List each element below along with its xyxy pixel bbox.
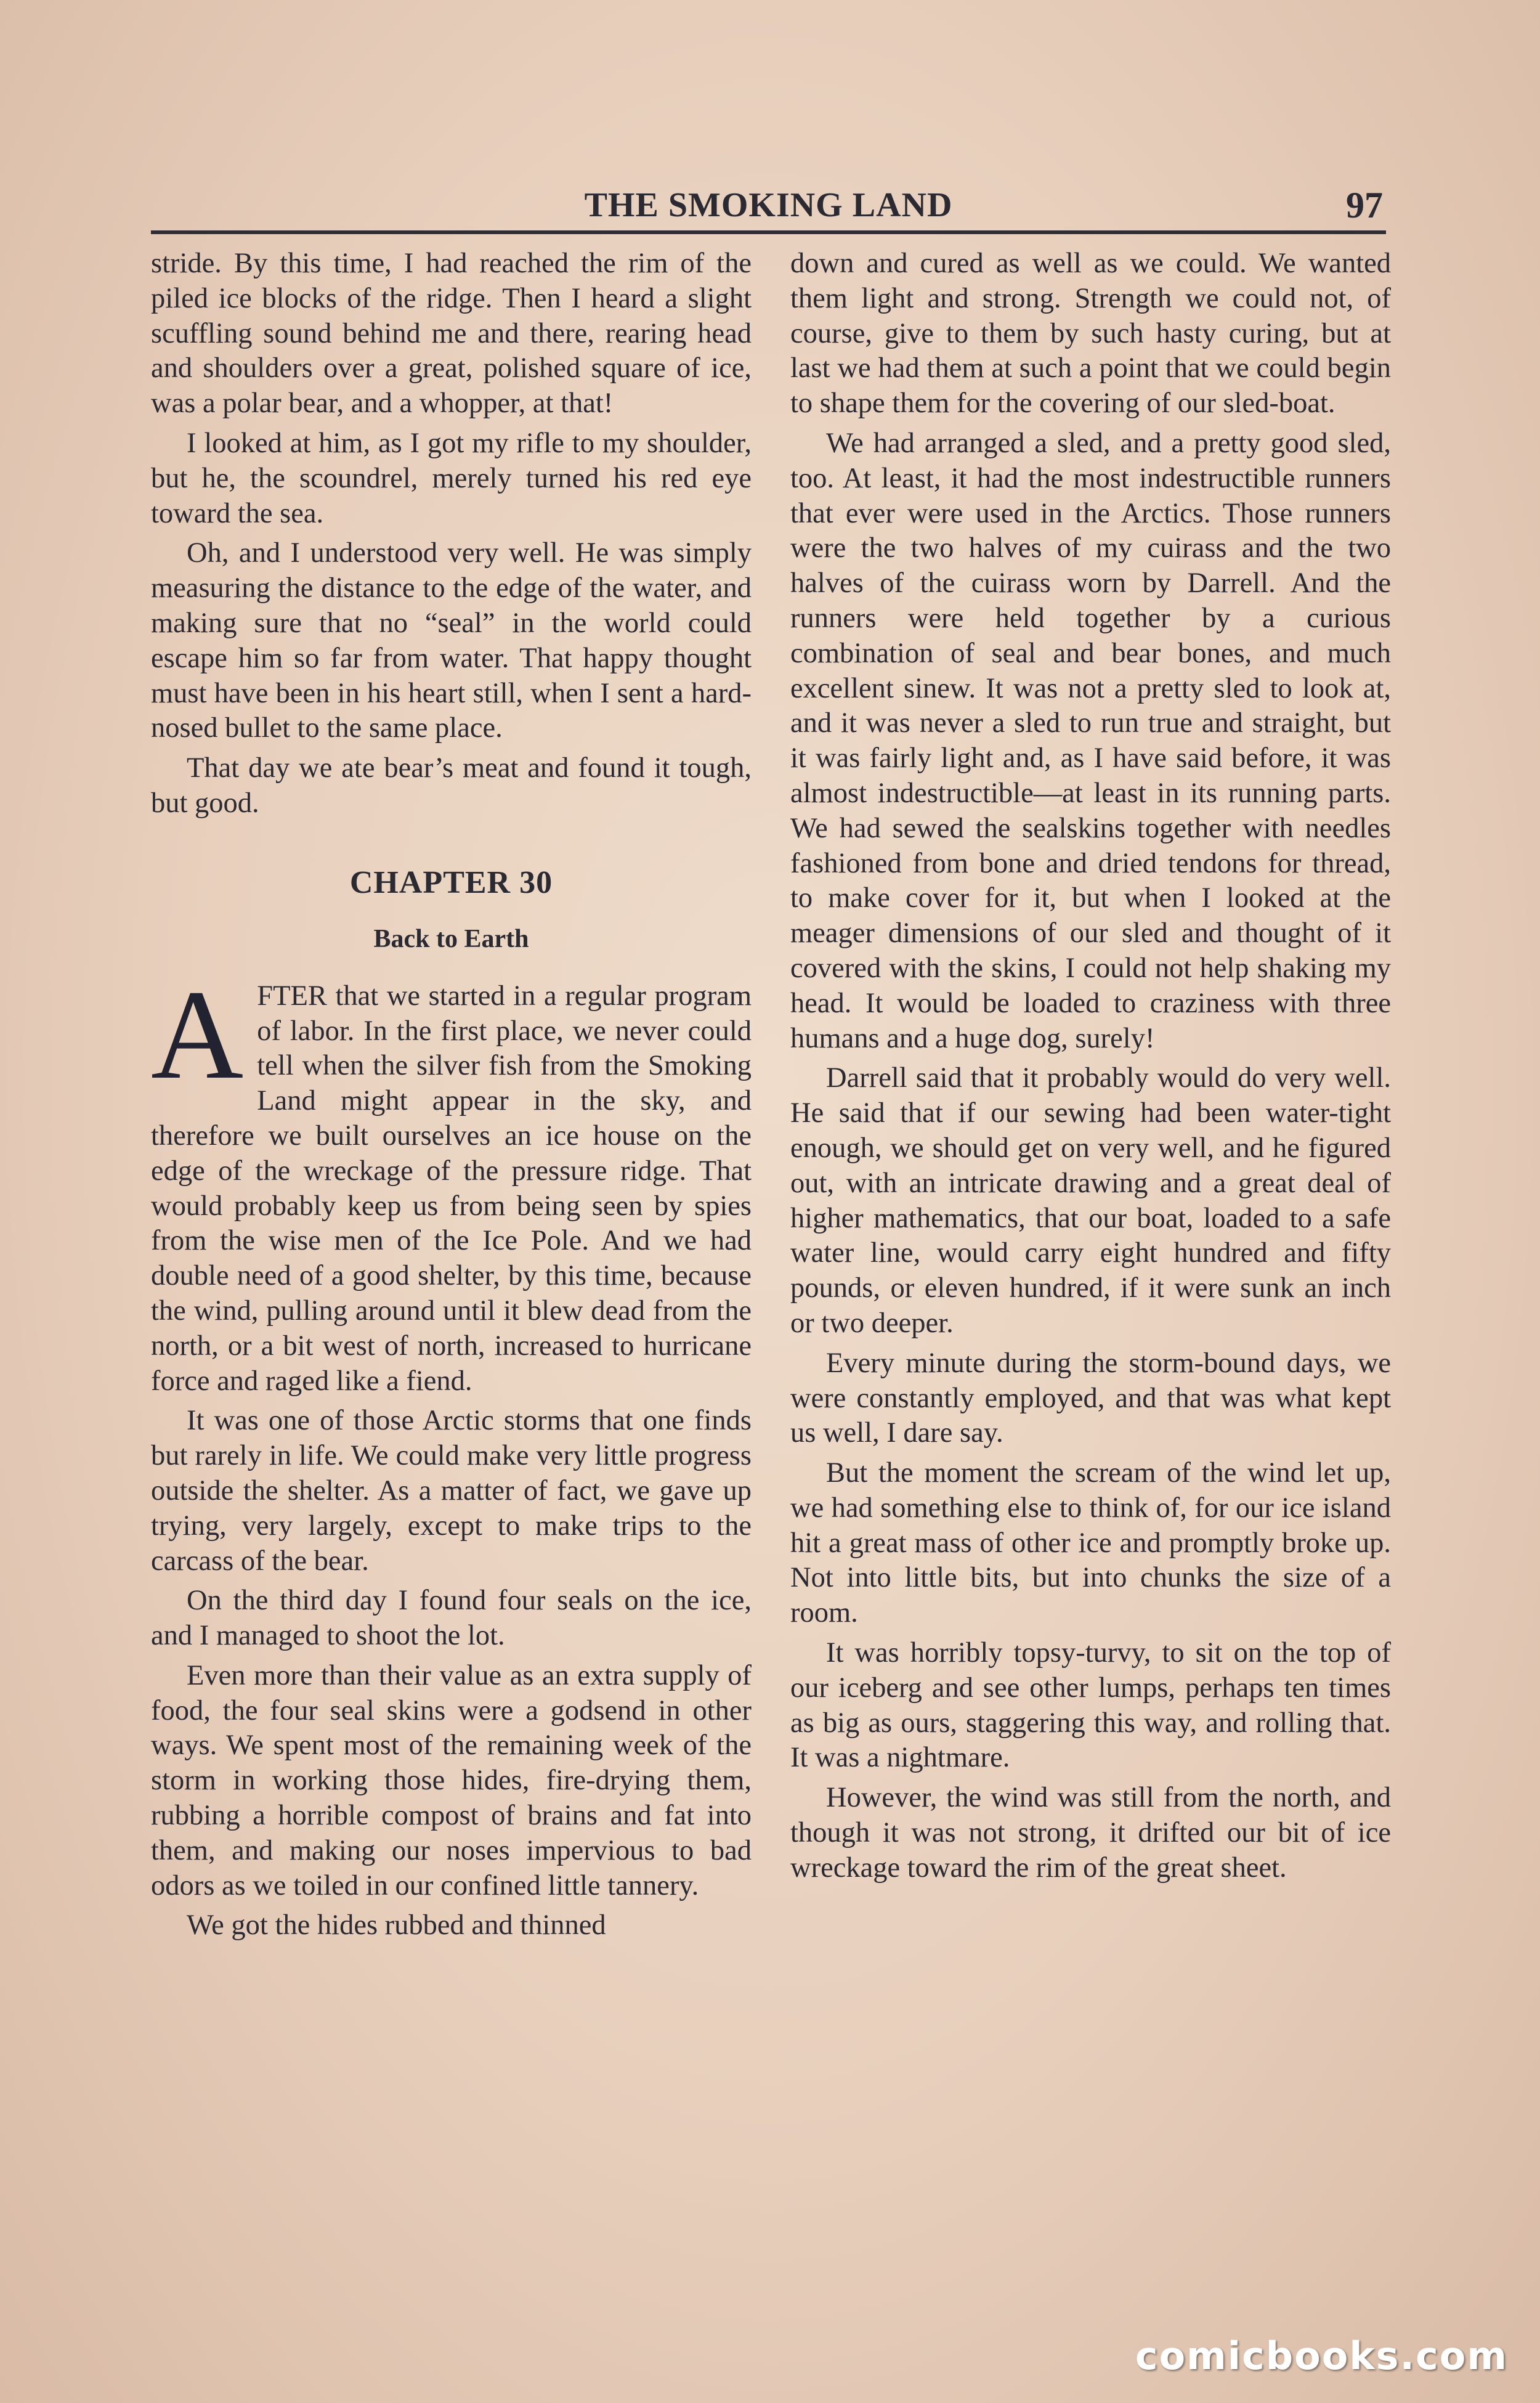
paragraph: down and cured as well as we could. We wanted them light and strong. Strength we could not, of course, give to them by such hasty curing, but at last we had them at such a point that we could begin to shape them for the covering of our sled-boat. (790, 248, 1391, 420)
watermark: comicbooks.com (1135, 2333, 1508, 2378)
paragraph: But the moment the scream of the wind let up, we had something else to think of, for our ice island hit a great mass of other ice and promptly broke up. Not into little bits, but into chunks the size of a room. (790, 1457, 1391, 1629)
paragraph: However, the wind was still from the north, and though it was not strong, it drifted our bit of ice wreckage toward the rim of the great sheet. (790, 1782, 1391, 1884)
paragraph: We got the hides rubbed and thinned (187, 1909, 606, 1942)
left-column (151, 246, 752, 1948)
paragraph: Darrell said that it probably would do very well. He said that if our sewing had been water-tight enough, we should get on very well, and he figured out, with an intricate drawing and a great deal of higher mathematics, that our boat, loaded to a safe water line, would carry eight hundred and fifty pounds, or eleven hundred, if it were sunk an inch or two deeper. (790, 1062, 1391, 1339)
paragraph: It was horribly topsy-turvy, to sit on the top of our iceberg and see other lumps, perhaps ten times as big as ours, staggering this way, and rolling that. It was a nightmare. (790, 1637, 1391, 1774)
opening-paragraph-text: FTER that we started in a regular program of labor. In the first place, we never could tell when the silver fish from the Smoking Land might appear in the sky, and therefore we built ourselves an ice house on the edge of the wreckage of the pressure ridge. That would probably keep us from being seen by spies from the wise men of the Ice Pole. And we had double need of a good shelter, by this time, because the wind, pulling around until it blew dead from the north, or a bit west of north, increased to hurricane force and raged like a fiend. (151, 980, 752, 1397)
paragraph: Oh, and I understood very well. He was simply measuring the distance to the edge of the water, and making sure that no “seal” in the world could escape him so far from water. That happy thought must have been in his heart still, when I sent a hard-nosed bullet to the same place. (151, 537, 752, 744)
paragraph: I looked at him, as I got my rifle to my shoulder, but he, the scoundrel, merely turned his red eye toward the sea. (151, 427, 752, 529)
opening-paragraph (151, 963, 752, 1399)
paragraph: stride. By this time, I had reached the rim of the piled ice blocks of the ridge. Then I heard a slight scuffling sound behind me and there, rearing head and shoulders over a great, polished square of ice, was a polar bear, and a whopper, at that! (151, 248, 752, 420)
page-number: 97 (1346, 185, 1383, 226)
running-title: THE SMOKING LAND (584, 186, 953, 224)
chapter-heading: CHAPTER 30 (349, 864, 553, 900)
paragraph: Every minute during the storm-bound days, we were constantly employed, and that was what kept us well, I dare say. (790, 1347, 1391, 1449)
drop-cap: A (151, 963, 244, 1105)
paragraph: On the third day I found four seals on the ice, and I managed to shoot the lot. (151, 1585, 752, 1652)
right-column (790, 246, 1391, 1891)
page-header (151, 180, 1386, 234)
paragraph: It was one of those Arctic storms that one finds but rarely in life. We could make very little progress outside the shelter. As a matter of fact, we gave up trying, very largely, except to make trips to the carcass of the bear. (151, 1405, 752, 1577)
paragraph: That day we ate bear’s meat and found it tough, but good. (151, 752, 752, 819)
chapter-subtitle: Back to Earth (373, 924, 529, 953)
paragraph: Even more than their value as an extra supply of food, the four seal skins were a godsend in other ways. We spent most of the remaining week of the storm in working those hides, fire-drying them, rubbing a horrible compost of brains and fat into them, and making our noses impervious to bad odors as we toiled in our confined little tannery. (151, 1659, 752, 1901)
paragraph: We had arranged a sled, and a pretty good sled, too. At least, it had the most indestructible runners that ever were used in the Arctics. Those runners were the two halves of my cuirass and the two halves of the cuirass worn by Darrell. And the runners were held together by a curious combination of seal and bear bones, and much excellent sinew. It was not a pretty sled to look at, and it was never a sled to run true and straight, but it was fairly light and, as I have said before, it was almost indestructible—at least in its running parts. We had sewed the sealskins together with needles fashioned from bone and dried tendons for thread, to make cover for it, but when I looked at the meager dimensions of our sled and thought of it covered with the skins, I could not help shaking my head. It would be loaded to craziness with three humans and a huge dog, surely! (790, 427, 1391, 1054)
